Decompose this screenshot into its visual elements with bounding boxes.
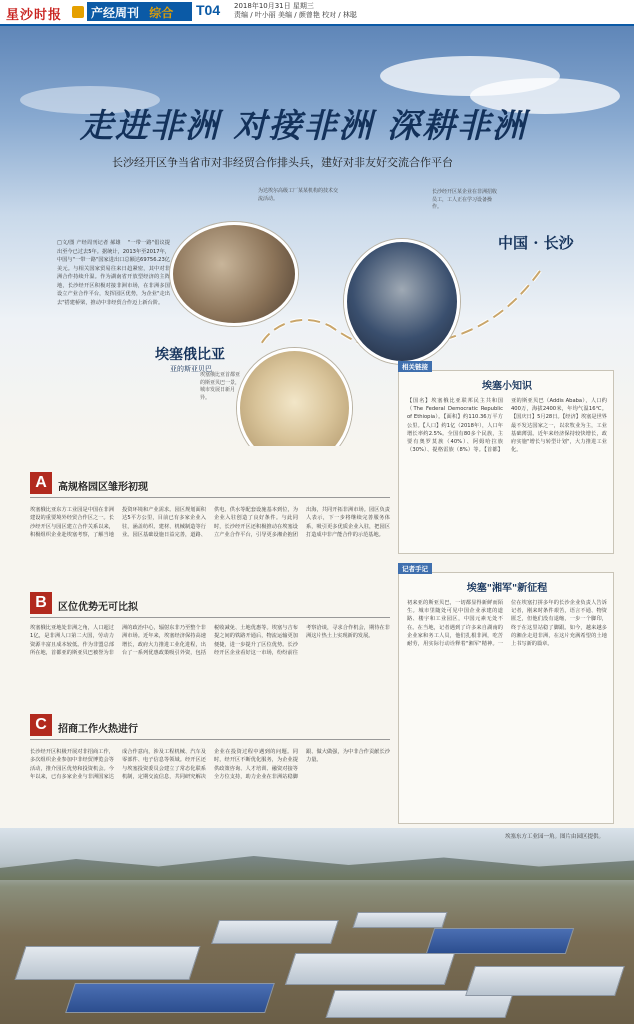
section-header — [30, 476, 390, 498]
section-letter-badge: A — [30, 472, 52, 494]
photo-caption-right: 长沙经开区某企业在非洲招收员工，工人正在学习设备操作。 — [432, 189, 498, 210]
photo-caption-bottom: 埃塞俄比亚首都亚的斯亚贝巴一景，城市发展日新月异。 — [200, 372, 241, 401]
section-header — [30, 718, 390, 740]
section-bar — [87, 2, 192, 21]
section-name: 产经周刊 — [91, 6, 140, 20]
mountain-ridge-decoration — [0, 850, 634, 880]
label-ethiopia: 埃塞俄比亚 — [155, 347, 225, 363]
industrial-park-photo — [0, 828, 634, 1024]
page-number: T04 — [196, 2, 221, 18]
masthead — [0, 0, 634, 26]
sidebar-title: 埃塞小知识 — [482, 381, 532, 392]
page-headline: 走进非洲 对接非洲 深耕非洲 — [80, 106, 527, 145]
section-title: 招商工作火热进行 — [58, 724, 138, 735]
factory-worker-photo — [344, 239, 460, 364]
factory-shed — [285, 953, 455, 985]
newspaper-brand: 星沙时报 — [6, 8, 63, 23]
section-letter-badge: C — [30, 714, 52, 736]
label-addis-ababa: 亚的斯亚贝巴 — [170, 365, 212, 373]
sidebar-body: 【国名】埃塞俄比亚联邦民主共和国（The Federal Democratic Republic of Ethiopia）。【面积】约110.36万平方公里。【人口】约1亿（2018年），人口年增长率约2.5%。全国有80多个民族，主要有奥罗莫族（40%）、阿姆哈拉族（30%）、提格雷族（8%）等。【首都】亚的斯亚贝巴（Addis Ababa），人口约400万，海拔2400米，年均气温16℃。【国庆日】5月28日。【经济】埃塞是世界最不发达国家之一，以农牧业为主，工业基础薄弱。近年来经济保持较快增长，政府实施"增长与转型计划"，大力推进工业化。 — [407, 398, 607, 454]
sidebar-tag: 相关链接 — [398, 361, 432, 372]
sidebar-knowledge — [398, 363, 614, 554]
factory-shed — [352, 912, 447, 928]
factory-shed — [14, 946, 200, 980]
editor-line: 责编 / 叶小丽 美编 / 颜曾艳 校对 / 林聪 — [234, 11, 357, 19]
section-category: 综合 — [149, 6, 174, 20]
issue-date: 2018年10月31日 星期三 — [234, 2, 314, 10]
factory-shed — [65, 983, 275, 1013]
logo-icon — [72, 6, 84, 18]
factory-shed — [211, 920, 339, 944]
sidebar-journal — [398, 565, 614, 824]
section-header — [30, 596, 390, 618]
lead-paragraph: □文/图 产经周刊记者 郝雄 "一带一路"倡议提出至今已过去5年。据统计，2013年至2017年，中国与"一带一路"国家进出口总额达69756.23亿美元。与相关国家贸易往来日趋紧密，其中对非洲合作持续升温。作为湖南省开放型经济的主阵地，长沙经开区积极对接非洲市场，在非洲多国设立产业合作平台，发挥园区优势，为企业"走出去"搭建桥梁，推动中非经贸合作迈上新台阶。 — [57, 240, 170, 306]
section-title: 高规格园区雏形初现 — [58, 482, 148, 493]
bottom-photo-caption: 埃塞东方工业园一角。图片由园区提供。 — [504, 834, 604, 840]
issue-meta — [234, 2, 357, 20]
section-body: 长沙经开区积极开展对非招商工作，多次组织企业参加中非经贸博览会等活动，推介园区优势和投资机会。今年以来，已有多家企业与非洲国家达成合作意向，涉及工程机械、汽车及零部件、电子信息等领域。经开区还与埃塞投资委员会建立了常态化联系机制，定期交流信息，共同研究解决企业在投资过程中遇到的问题。同时，经开区不断优化服务，为企业提供政策咨询、人才培训、融资对接等全方位支持，助力企业在非洲站稳脚跟、做大做强，为中非合作贡献长沙力量。 — [30, 749, 390, 780]
label-china-changsha: 中国 · 长沙 — [498, 234, 574, 252]
sidebar-title: 埃塞"湘军"新征程 — [466, 583, 548, 594]
factory-shed — [465, 966, 625, 996]
sidebar-tag: 记者手记 — [398, 563, 432, 574]
page-subhead: 长沙经开区争当省市对非经贸合作排头兵，建好对非友好交流合作平台 — [112, 156, 453, 169]
photo-caption-top: 为达埃尔高级工厂某某机构的技术交流活动。 — [258, 188, 339, 202]
workers-photo — [170, 222, 298, 326]
section-letter-badge: B — [30, 592, 52, 614]
section-body: 埃塞俄比亚地处非洲之角，人口超过1亿，是非洲人口第二大国，劳动力资源丰富且成本较低。作为非盟总部所在地，首都亚的斯亚贝巴被誉为非洲的政治中心，辐射东非乃至整个非洲市场。近年来，埃塞经济保持高速增长，政府大力推进工业化进程，出台了一系列优惠政策吸引外资，包括税收减免、土地优惠等。埃塞与吉布提之间的铁路开通后，物流运输更加便捷，进一步提升了区位优势。长沙经开区企业看好这一市场，纷纷前往考察洽谈，寻求合作机会，期待在非洲这片热土上实现新的发展。 — [30, 625, 390, 656]
factory-shed — [426, 928, 574, 954]
section-title: 区位优势无可比拟 — [58, 602, 138, 613]
section-body: 埃塞俄比亚东方工业园是中国在非洲建设的重要境外经贸合作区之一。长沙经开区与园区建立合作关系以来，积极组织企业赴埃塞考察，了解当地投资环境和产业需求。园区规划面积达5平方公里，目前已有多家企业入驻，涵盖纺织、建材、机械制造等行业。园区基础设施日益完善，道路、供电、供水等配套设施基本到位，为企业入驻创造了良好条件。与此同时，长沙经开区还积极推动在埃塞设立产业合作平台，引导更多湘企抱团出海，共同开拓非洲市场。园区负责人表示，下一步将继续完善服务体系，吸引更多优质企业入驻，把园区打造成中非产能合作的示范基地。 — [30, 507, 390, 538]
sidebar-body: 初来亚的斯亚贝巴，一切都显得新鲜而陌生。城市里随处可见中国企业承建的道路、楼宇和工业园区，中国元素无处不在。在当地，记者遇到了许多来自湖南的企业家和务工人员，他们扎根非洲，吃苦耐劳，用实际行动诠释着"湘军"精神。一位在埃塞打拼多年的长沙企业负责人告诉记者，刚来时条件艰苦，语言不通、物资匮乏，但他们没有退缩，一步一个脚印，终于在这里站稳了脚跟。如今，越来越多的湘企走进非洲，在这片充满希望的土地上书写新的篇章。 — [407, 600, 607, 648]
